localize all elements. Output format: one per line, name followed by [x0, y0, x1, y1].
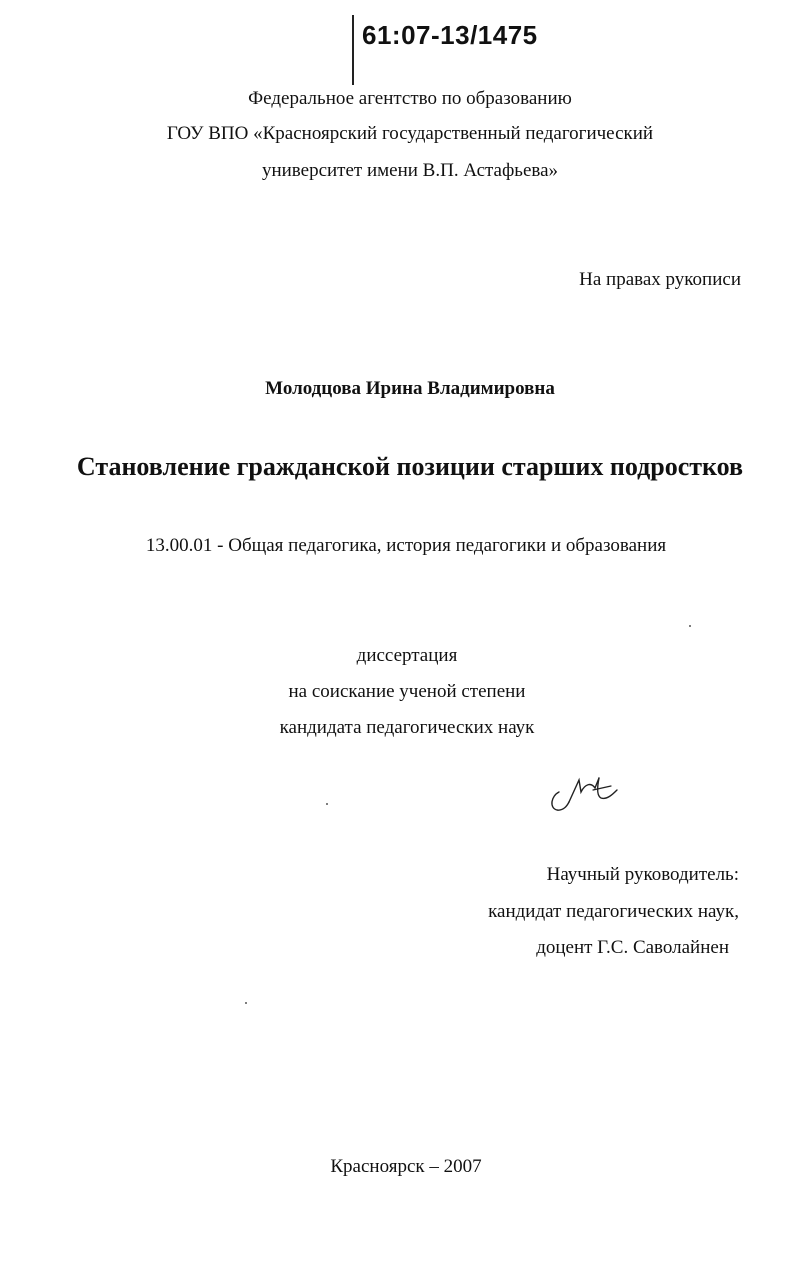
degree-line-3: кандидата педагогических наук: [279, 717, 535, 738]
scan-speck: [245, 1002, 247, 1004]
thesis-title: Становление гражданской позиции старших подростков: [76, 452, 744, 481]
degree-line-2: на соискание ученой степени: [288, 681, 526, 702]
organization-line-1: Федеральное агентство по образованию: [248, 88, 572, 109]
author-name: Молодцова Ирина Владимировна: [265, 378, 555, 399]
city-year: Красноярск – 2007: [330, 1156, 482, 1177]
manuscript-note: На правах рукописи: [579, 269, 741, 290]
supervisor-label: Научный руководитель:: [546, 864, 739, 885]
scan-speck: [689, 625, 691, 627]
stamp-divider: [352, 15, 354, 85]
supervisor-degree: кандидат педагогических наук,: [488, 901, 739, 922]
supervisor-name: доцент Г.С. Саволайнен: [536, 937, 729, 958]
organization-line-3: университет имени В.П. Астафьева»: [261, 160, 559, 181]
organization-line-2: ГОУ ВПО «Красноярский государственный педагогический: [166, 123, 654, 144]
degree-line-1: диссертация: [356, 645, 458, 666]
handwritten-signature: [545, 770, 625, 820]
archive-stamp-number: 61:07-13/1475: [362, 20, 538, 50]
specialty-code: 13.00.01 - Общая педагогика, история педагогики и образования: [145, 535, 667, 556]
scan-speck: [326, 803, 328, 805]
